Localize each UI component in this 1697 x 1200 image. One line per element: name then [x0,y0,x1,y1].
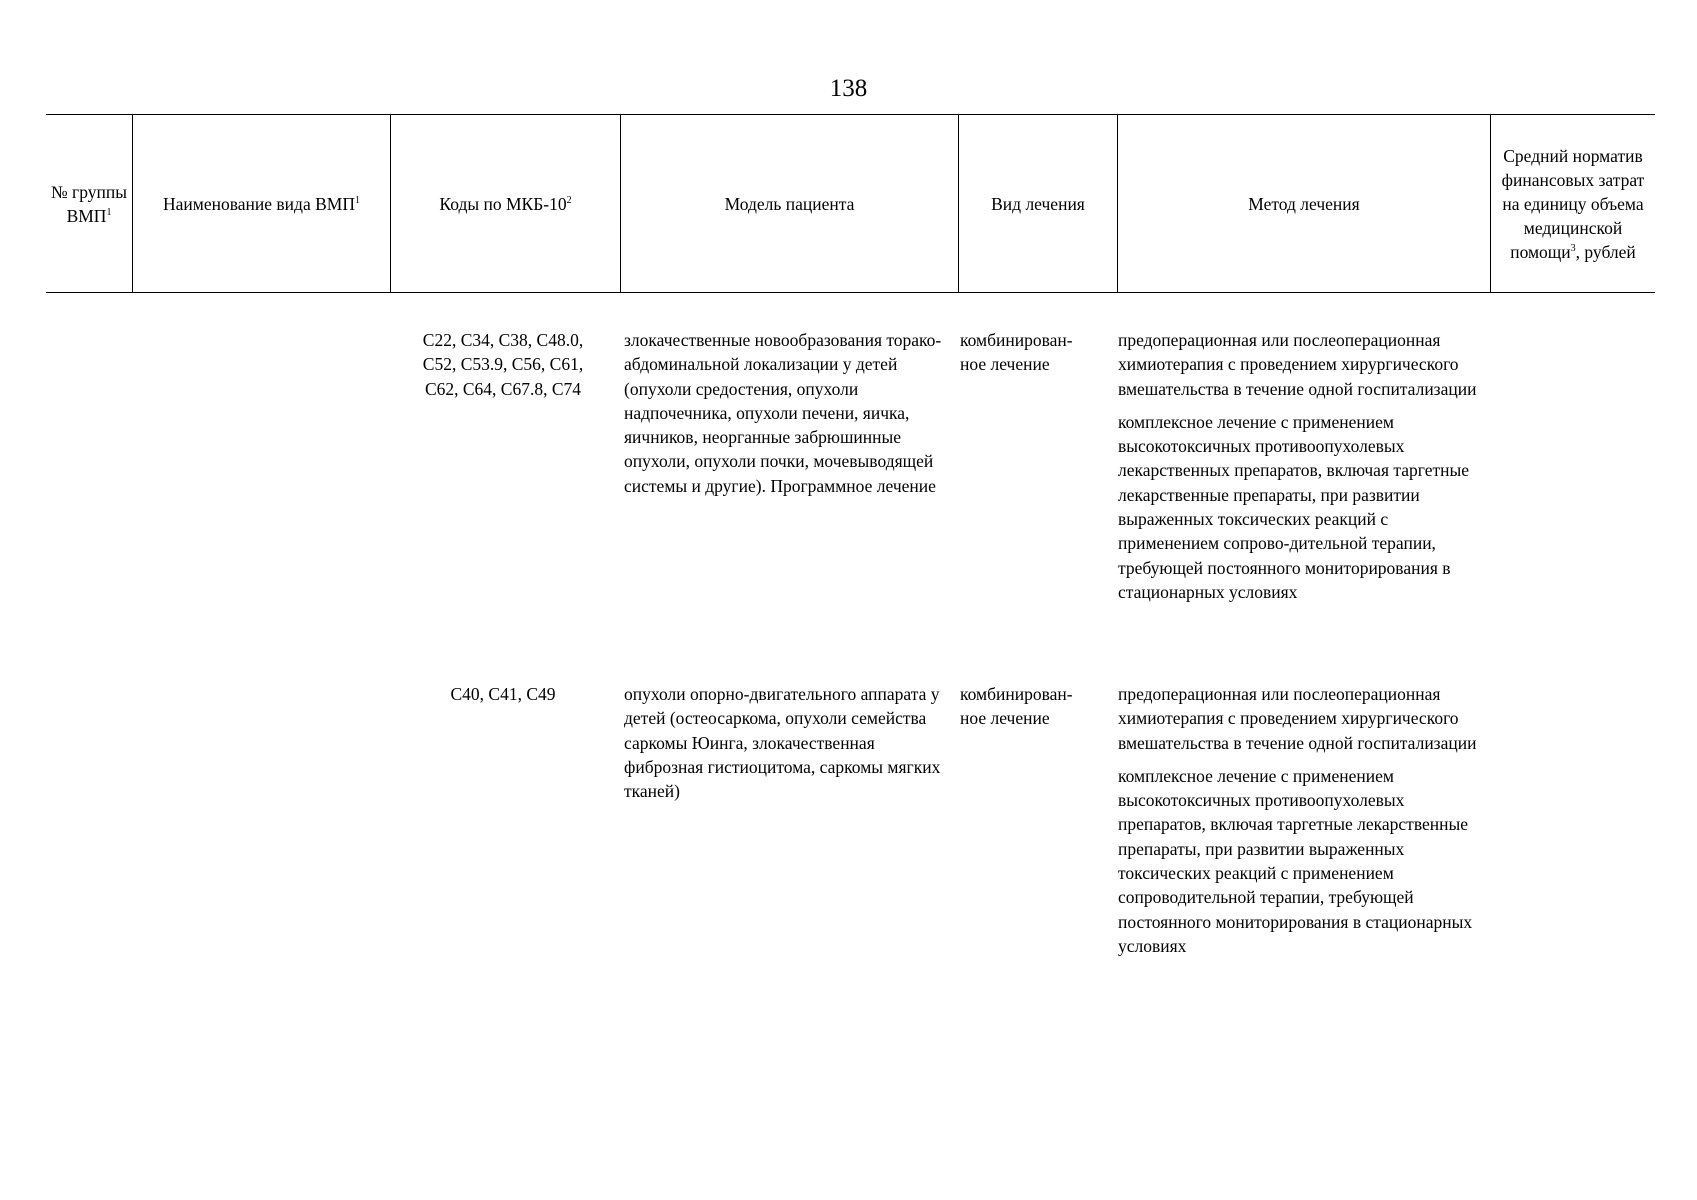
header-group-number: № группы ВМП$^1$ [50,181,127,226]
row-1-treatment-type: комбинирован-ное лечение [960,330,1073,375]
row-2-method-1: предоперационная или послеоперационная химиотерапия с проведением хирургического вмешательства в течение одной госпитализации [1118,684,1477,753]
header-icd-codes: Коды по МКБ-$10^2$ [390,115,620,292]
row-1-method-1: предоперационная или послеоперационная химиотерапия с проведением хирургического вмешательства в течение одной госпитализации [1118,330,1477,399]
row-2-treatment-methods [1118,682,1488,958]
row-1-treatment-methods [1118,328,1488,604]
row-2-icd-codes: C40, C41, C49 [450,684,556,704]
row-2-treatment-type: комбинирован-ное лечение [960,684,1073,729]
table-header [46,114,1655,293]
row-2-method-2: комплексное лечение с применением высокотоксичных противоопухолевых препаратов, включая таргетные лекарственные препараты, при развитии выраженных токсических реакций с применением сопроводительной терапии, требующей постоянного мониторирования в стационарных условиях [1118,765,1473,956]
header-vmp-name: Наименование вида ВМП$^1$ [132,115,390,292]
row-1-patient-model: злокачественные новообразования торако-абдоминальной локализации у детей (опухоли средостения, опухоли надпочечника, опухоли печени, яичка, яичников, неорганные забрюшинные опухоли, опухоли почки, мочевыводящей системы и другие). Программное лечение [624,330,942,496]
page-number: 138 [829,75,868,102]
row-2-patient-model: опухоли опорно-двигательного аппарата у детей (остеосаркома, опухоли семейства саркомы Юинга, злокачественная фиброзная гистиоцитома, саркомы мягких тканей) [624,684,941,802]
header-treatment-type: Вид лечения [958,115,1117,292]
row-1-method-2: комплексное лечение с применением высокотоксичных противоопухолевых лекарственных препаратов, включая таргетные лекарственные препараты, при развитии выраженных токсических реакций с применением сопрово-дительной терапии, требующей постоянного мониторирования в стационарных условиях [1118,411,1469,602]
row-1-icd-codes: C22, C34, C38, C48.0, C52, C53.9, C56, C61, C62, C64, C67.8, C74 [422,330,584,399]
header-patient-model: Модель пациента [620,115,958,292]
header-average-cost: Средний норматив финансовых затрат на единицу объема медицинской помощи$^3$, рублей [1490,115,1655,292]
header-treatment-method: Метод лечения [1117,115,1490,292]
